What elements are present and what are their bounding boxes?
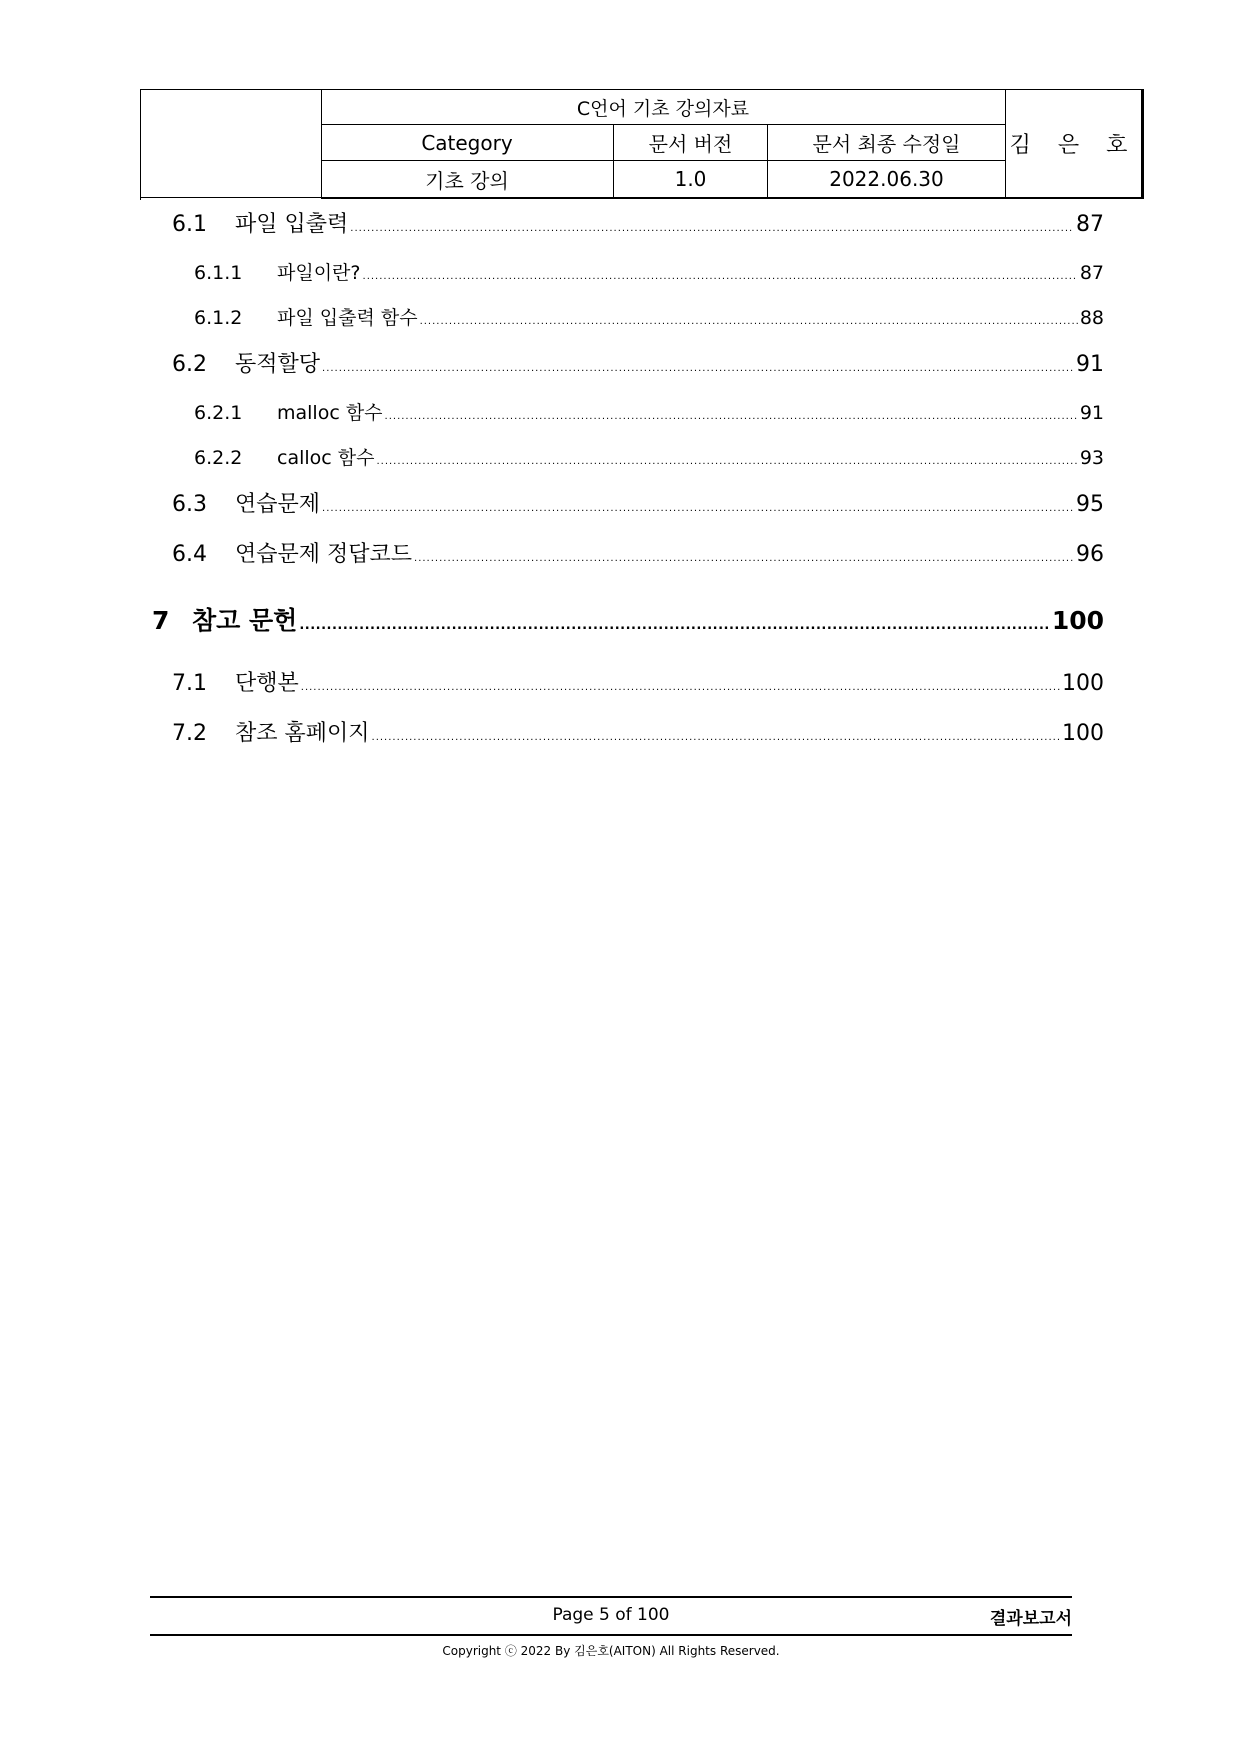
category-header: Category	[321, 125, 614, 161]
doc-title: C언어 기초 강의자료	[321, 90, 1006, 125]
toc-number: 6.1.1	[194, 262, 243, 284]
toc-entry[interactable]	[172, 487, 1104, 518]
toc-entry[interactable]	[194, 258, 1104, 285]
toc-entry[interactable]	[194, 398, 1104, 425]
toc-title: 연습문제	[235, 492, 321, 517]
toc-title: 파일 입출력 함수	[277, 307, 418, 329]
toc-page: 100	[1062, 721, 1104, 746]
toc-leader-dots	[414, 553, 1074, 564]
version-header: 문서 버전	[614, 125, 768, 161]
toc-title: 파일이란?	[277, 262, 361, 284]
toc-title: 파일 입출력	[235, 212, 349, 237]
toc-entry[interactable]	[172, 666, 1104, 697]
toc-number: 7.2	[172, 721, 207, 746]
report-label: 결과보고서	[989, 1609, 1072, 1629]
version-value: 1.0	[614, 161, 768, 199]
toc-entry[interactable]	[172, 207, 1104, 238]
toc-leader-dots	[350, 223, 1074, 234]
toc-page: 100	[1062, 671, 1104, 696]
toc-entry[interactable]	[172, 716, 1104, 747]
page-number: Page 5 of 100	[552, 1605, 670, 1625]
toc-title: 단행본	[235, 671, 299, 696]
toc-page: 91	[1076, 352, 1104, 377]
toc-page: 91	[1079, 402, 1104, 424]
toc-leader-dots	[322, 363, 1074, 374]
toc-page: 93	[1079, 447, 1104, 469]
category-value: 기초 강의	[321, 161, 614, 199]
toc-title: 연습문제 정답코드	[235, 542, 413, 567]
toc-leader-dots	[376, 456, 1077, 467]
toc-title: malloc 함수	[277, 402, 383, 424]
toc-leader-dots	[420, 316, 1078, 327]
toc-number: 6.1.2	[194, 307, 243, 329]
copyright-notice: Copyright ⓒ 2022 By 김은호(AITON) All Rights Reserved.	[442, 1644, 780, 1658]
toc-entry[interactable]	[194, 443, 1104, 470]
toc-leader-dots	[385, 411, 1078, 422]
toc-leader-dots	[363, 271, 1078, 282]
toc-page: 88	[1079, 307, 1104, 329]
toc-number: 6.4	[172, 542, 207, 567]
toc-number: 7	[152, 606, 170, 635]
footer-bottom-rule	[150, 1634, 1072, 1636]
toc-page: 100	[1051, 606, 1104, 635]
toc-page: 87	[1076, 212, 1104, 237]
toc-entry[interactable]	[172, 347, 1104, 378]
toc-number: 6.3	[172, 492, 207, 517]
toc-leader-dots	[299, 618, 1050, 633]
toc-number: 7.1	[172, 671, 207, 696]
footer-top-rule	[150, 1596, 1072, 1598]
toc-number: 6.2.1	[194, 402, 243, 424]
toc-leader-dots	[372, 732, 1060, 743]
toc-leader-dots	[301, 682, 1060, 693]
modified-date-header: 문서 최종 수정일	[768, 125, 1006, 161]
toc-number: 6.2	[172, 352, 207, 377]
modified-date-value: 2022.06.30	[768, 161, 1006, 199]
document-header-table	[140, 89, 1144, 200]
toc-entry[interactable]	[152, 601, 1104, 637]
toc-entry[interactable]	[172, 537, 1104, 568]
toc-title: 참조 홈페이지	[235, 721, 370, 746]
toc-page: 87	[1079, 262, 1104, 284]
logo-cell	[141, 90, 322, 198]
toc-leader-dots	[322, 503, 1074, 514]
author-name: 김 은 호	[1006, 90, 1144, 199]
toc-page: 96	[1076, 542, 1104, 567]
toc-number: 6.1	[172, 212, 207, 237]
toc-title: 참고 문헌	[192, 606, 298, 635]
toc-title: 동적할당	[235, 352, 321, 377]
toc-page: 95	[1076, 492, 1104, 517]
toc-number: 6.2.2	[194, 447, 243, 469]
toc-entry[interactable]	[194, 303, 1104, 330]
toc-title: calloc 함수	[277, 447, 375, 469]
